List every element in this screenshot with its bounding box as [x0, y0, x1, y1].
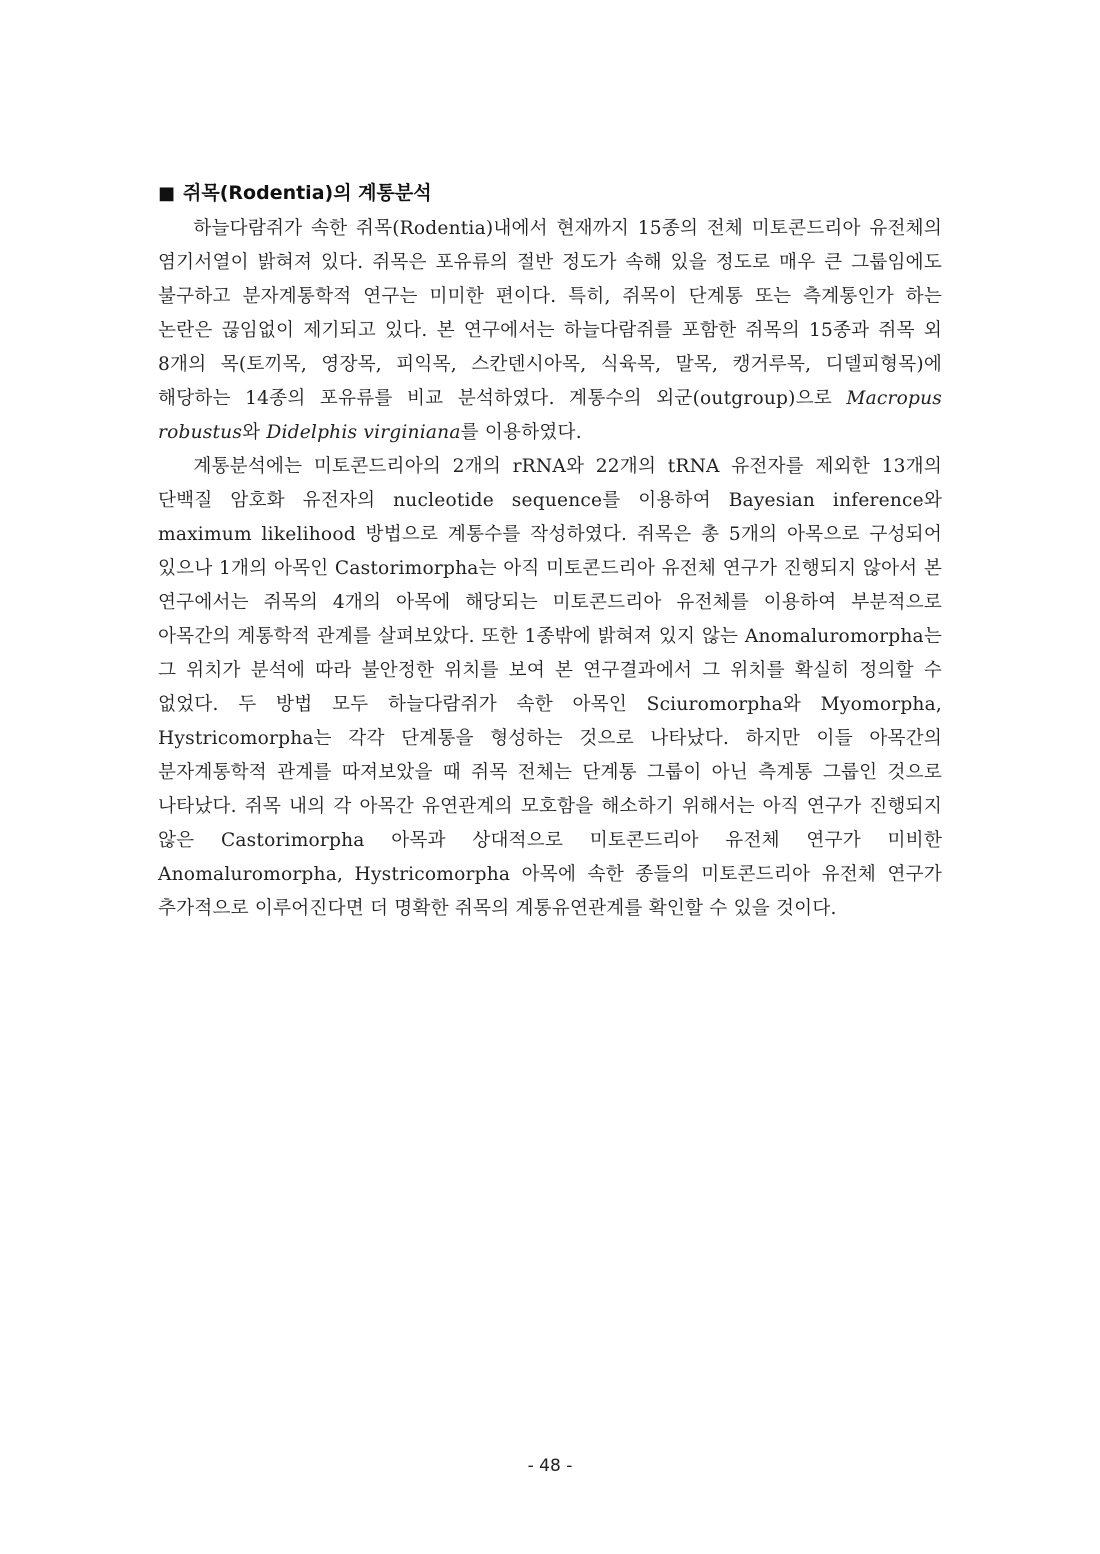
square-bullet-icon: ■: [158, 183, 176, 204]
paragraph-1-connector: 와: [242, 422, 267, 443]
section-title: 쥐목(Rodentia)의 계통분석: [183, 182, 432, 204]
paragraph-1-text-end: 를 이용하였다.: [460, 422, 582, 443]
paragraph-1-text-start: 하늘다람쥐가 속한 쥐목(Rodentia)내에서 현재까지 15종의 전체 미토콘드리아 유전체의 염기서열이 밝혀져 있다. 쥐목은 포유류의 절반 정도가 속해 있을 정도로 매우 큰 그룹임에도 불구하고 분자계통학적 연구는 미미한 편이다. 특히, 쥐목이 단계통 또는 측계통인가 하는 논란은 끊임없이 제기되고 있다. 본 연구에서는 하늘다람쥐를 포함한 쥐목의 15종과 쥐목 외 8개의 목(토끼목, 영장목, 피익목, 스칸덴시아목, 식육목, 말목, 캥거루목, 디델피형목)에 해당하는 14종의 포유류를 비교 분석하였다. 계통수의 외군(outgroup)으로: [158, 218, 942, 409]
body-text: [158, 212, 942, 926]
paragraph-2: 계통분석에는 미토콘드리아의 2개의 rRNA와 22개의 tRNA 유전자를 제외한 13개의 단백질 암호화 유전자의 nucleotide sequence를 이용하여 Bayesian inference와 maximum likelihood 방법으로 계통수를 작성하였다. 쥐목은 총 5개의 아목으로 구성되어 있으나 1개의 아목인 Castorimorpha는 아직 미토콘드리아 유전체 연구가 진행되지 않아서 본 연구에서는 쥐목의 4개의 아목에 해당되는 미토콘드리아 유전체를 이용하여 부분적으로 아목간의 계통학적 관계를 살펴보았다. 또한 1종밖에 밝혀져 있지 않는 Anomaluromorpha는 그 위치가 분석에 따라 불안정한 위치를 보여 본 연구결과에서 그 위치를 확실히 정의할 수 없었다. 두 방법 모두 하늘다람쥐가 속한 아목인 Sciuromorpha와 Myomorpha, Hystricomorpha는 각각 단계통을 형성하는 것으로 나타났다. 하지만 이들 아목간의 분자계통학적 관계를 따져보았을 때 쥐목 전체는 단계통 그룹이 아닌 측계통 그룹인 것으로 나타났다. 쥐목 내의 각 아목간 유연관계의 모호함을 해소하기 위해서는 아직 연구가 진행되지 않은 Castorimorpha 아목과 상대적으로 미토콘드리아 유전체 연구가 미비한 Anomaluromorpha, Hystricomorpha 아목에 속한 종들의 미토콘드리아 유전체 연구가 추가적으로 이루어진다면 더 명확한 쥐목의 계통유연관계를 확인할 수 있을 것이다.: [158, 456, 942, 919]
species-name-didelphis: Didelphis virginiana: [266, 422, 461, 443]
page-number: - 48 -: [527, 1456, 573, 1476]
section-heading: [158, 178, 948, 209]
paragraph-1: [158, 212, 942, 450]
species-name-macropus: Macropus robustus: [158, 388, 942, 443]
